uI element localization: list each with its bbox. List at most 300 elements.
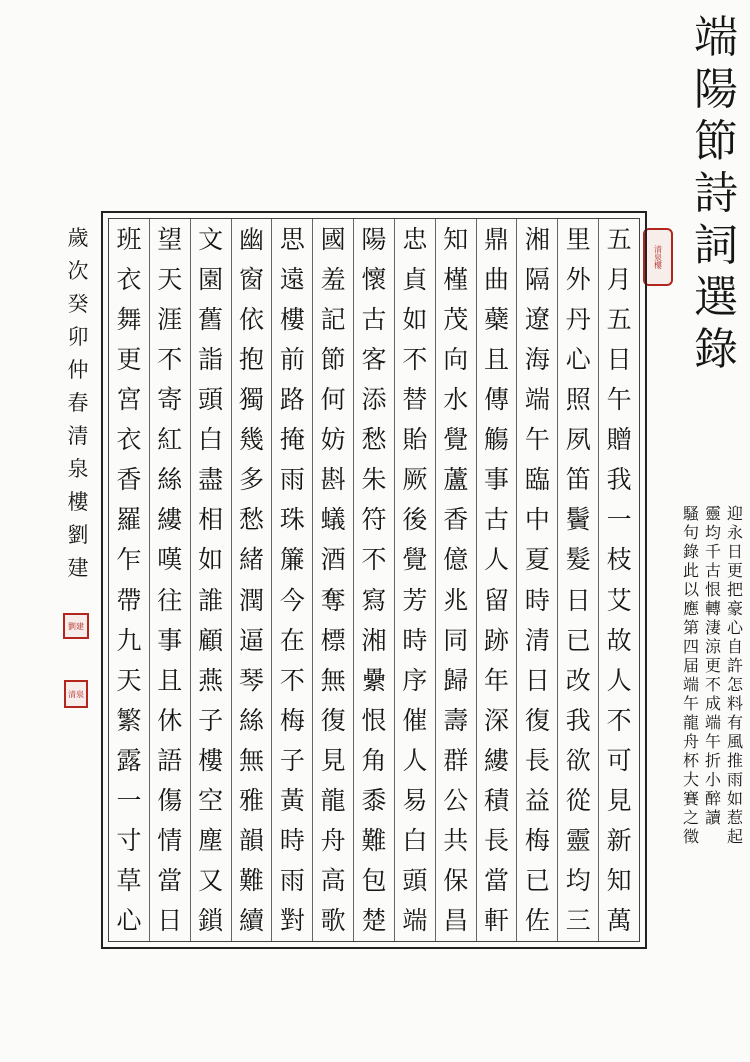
grid-cell: 序 bbox=[402, 665, 428, 695]
grid-cell: 蘆 bbox=[443, 465, 469, 495]
grid-cell: 斟 bbox=[320, 465, 346, 495]
grid-cell: 事 bbox=[484, 465, 510, 495]
grid-cell: 天 bbox=[157, 264, 183, 294]
grid-cell: 班 bbox=[116, 224, 142, 254]
colophon-char: 日 bbox=[726, 542, 743, 561]
signature-char: 癸 bbox=[67, 292, 89, 316]
grid-cell: 夙 bbox=[565, 425, 591, 455]
grid-cell: 湘 bbox=[361, 625, 387, 655]
grid-cell: 思 bbox=[279, 224, 305, 254]
grid-cell: 不 bbox=[279, 665, 305, 695]
grid-cell: 心 bbox=[565, 344, 591, 374]
grid-cell: 絲 bbox=[238, 705, 264, 735]
grid-cell: 相 bbox=[198, 505, 224, 535]
grid-cell: 宮 bbox=[116, 384, 142, 414]
grid-cell: 添 bbox=[361, 384, 387, 414]
grid-cell: 標 bbox=[320, 625, 346, 655]
colophon-char: 端 bbox=[704, 713, 721, 732]
grid-cell: 無 bbox=[238, 745, 264, 775]
grid-cell: 國 bbox=[320, 224, 346, 254]
grid-cell: 寸 bbox=[116, 826, 142, 856]
grid-cell: 依 bbox=[238, 304, 264, 334]
colophon-char: 永 bbox=[726, 523, 743, 542]
grid-cell: 包 bbox=[361, 866, 387, 896]
colophon-column bbox=[724, 504, 746, 934]
grid-cell: 在 bbox=[279, 625, 305, 655]
grid-cell: 留 bbox=[484, 585, 510, 615]
colophon-char: 淒 bbox=[704, 618, 721, 637]
grid-cell: 往 bbox=[157, 585, 183, 615]
page-title bbox=[688, 12, 744, 376]
grid-cell: 替 bbox=[402, 384, 428, 414]
grid-cell: 奪 bbox=[320, 585, 346, 615]
colophon-column bbox=[702, 504, 724, 934]
grid-cell: 同 bbox=[443, 625, 469, 655]
grid-cell: 帶 bbox=[116, 585, 142, 615]
colophon-char: 千 bbox=[704, 542, 721, 561]
colophon-char: 醉 bbox=[704, 789, 721, 808]
colophon-char: 届 bbox=[682, 656, 699, 675]
grid-cell: 傷 bbox=[157, 786, 183, 816]
grid-cell: 子 bbox=[279, 745, 305, 775]
grid-column bbox=[557, 219, 598, 941]
colophon-char: 怎 bbox=[726, 675, 743, 694]
grid-column bbox=[353, 219, 394, 941]
grid-cell: 龍 bbox=[320, 786, 346, 816]
grid-cell: 古 bbox=[484, 505, 510, 535]
grid-cell: 樓 bbox=[279, 304, 305, 334]
grid-cell: 壽 bbox=[443, 705, 469, 735]
grid-cell: 日 bbox=[157, 906, 183, 936]
grid-cell: 梅 bbox=[524, 826, 550, 856]
grid-cell: 新 bbox=[606, 826, 632, 856]
grid-cell: 照 bbox=[565, 384, 591, 414]
colophon-char: 徵 bbox=[682, 827, 699, 846]
colophon-char: 小 bbox=[704, 770, 721, 789]
grid-cell: 古 bbox=[361, 304, 387, 334]
colophon-char: 午 bbox=[704, 732, 721, 751]
grid-cell: 符 bbox=[361, 505, 387, 535]
grid-cell: 乍 bbox=[116, 545, 142, 575]
grid-cell: 贈 bbox=[606, 425, 632, 455]
title-char: 陽 bbox=[694, 64, 738, 115]
grid-cell: 縷 bbox=[484, 745, 510, 775]
signature-char: 泉 bbox=[67, 457, 89, 481]
grid-cell: 蟻 bbox=[320, 505, 346, 535]
grid-cell: 嘆 bbox=[157, 545, 183, 575]
grid-cell: 觴 bbox=[484, 425, 510, 455]
grid-cell: 可 bbox=[606, 745, 632, 775]
grid-cell: 髮 bbox=[565, 545, 591, 575]
grid-cell: 續 bbox=[238, 906, 264, 936]
grid-cell: 臨 bbox=[524, 465, 550, 495]
grid-cell: 見 bbox=[320, 745, 346, 775]
colophon-char: 午 bbox=[682, 694, 699, 713]
grid-cell: 貞 bbox=[402, 264, 428, 294]
grid-cell: 朱 bbox=[361, 465, 387, 495]
grid-cell: 愁 bbox=[361, 425, 387, 455]
grid-cell: 靈 bbox=[565, 826, 591, 856]
grid-cell: 不 bbox=[606, 705, 632, 735]
grid-cell: 欲 bbox=[565, 745, 591, 775]
grid-cell: 昌 bbox=[443, 906, 469, 936]
title-seal: 清泉樓 bbox=[643, 228, 673, 286]
grid-cell: 共 bbox=[443, 826, 469, 856]
grid-cell: 空 bbox=[198, 786, 224, 816]
colophon-char: 句 bbox=[682, 523, 699, 542]
grid-cell: 客 bbox=[361, 344, 387, 374]
grid-cell: 萬 bbox=[606, 906, 632, 936]
grid-cell: 忠 bbox=[402, 224, 428, 254]
grid-cell: 笛 bbox=[565, 465, 591, 495]
grid-cell: 記 bbox=[320, 304, 346, 334]
colophon-char: 四 bbox=[682, 637, 699, 656]
grid-cell: 端 bbox=[402, 906, 428, 936]
grid-cell: 不 bbox=[361, 545, 387, 575]
grid-cell: 詣 bbox=[198, 344, 224, 374]
grid-cell: 望 bbox=[157, 224, 183, 254]
grid-cell: 遼 bbox=[524, 304, 550, 334]
colophon-char: 折 bbox=[704, 751, 721, 770]
grid-cell: 窗 bbox=[238, 264, 264, 294]
colophon-char: 許 bbox=[726, 656, 743, 675]
grid-cell: 午 bbox=[606, 384, 632, 414]
name-seal: 劉建 bbox=[63, 613, 89, 639]
title-char: 選 bbox=[694, 272, 738, 323]
grid-cell: 人 bbox=[402, 745, 428, 775]
grid-cell: 涯 bbox=[157, 304, 183, 334]
grid-cell: 更 bbox=[116, 344, 142, 374]
colophon-char: 均 bbox=[704, 523, 721, 542]
grid-cell: 角 bbox=[361, 745, 387, 775]
colophon-char: 靈 bbox=[704, 504, 721, 523]
grid-cell: 蘗 bbox=[484, 304, 510, 334]
colophon-char: 古 bbox=[704, 561, 721, 580]
grid-cell: 誰 bbox=[198, 585, 224, 615]
grid-cell: 酒 bbox=[320, 545, 346, 575]
grid-cell: 寫 bbox=[361, 585, 387, 615]
grid-cell: 佐 bbox=[524, 906, 550, 936]
grid-cell: 歸 bbox=[443, 665, 469, 695]
grid-cell: 覺 bbox=[402, 545, 428, 575]
grid-column bbox=[516, 219, 557, 941]
colophon-char: 更 bbox=[726, 561, 743, 580]
grid-cell: 群 bbox=[443, 745, 469, 775]
grid-cell: 日 bbox=[606, 344, 632, 374]
grid-cell: 時 bbox=[524, 585, 550, 615]
colophon-char: 風 bbox=[726, 732, 743, 751]
grid-cell: 何 bbox=[320, 384, 346, 414]
grid-cell: 易 bbox=[402, 786, 428, 816]
colophon-char: 舟 bbox=[682, 732, 699, 751]
grid-cell: 幾 bbox=[238, 425, 264, 455]
grid-cell: 復 bbox=[320, 705, 346, 735]
grid-cell: 我 bbox=[606, 465, 632, 495]
grid-cell: 後 bbox=[402, 505, 428, 535]
grid-cell: 節 bbox=[320, 344, 346, 374]
grid-cell: 楚 bbox=[361, 906, 387, 936]
grid-column bbox=[231, 219, 272, 941]
grid-cell: 寄 bbox=[157, 384, 183, 414]
grid-cell: 益 bbox=[524, 786, 550, 816]
grid-cell: 白 bbox=[198, 425, 224, 455]
text-grid bbox=[101, 211, 647, 949]
grid-cell: 我 bbox=[565, 705, 591, 735]
grid-cell: 改 bbox=[565, 665, 591, 695]
colophon-char: 雨 bbox=[726, 770, 743, 789]
grid-cell: 復 bbox=[524, 705, 550, 735]
colophon-char: 自 bbox=[726, 637, 743, 656]
grid-cell: 知 bbox=[443, 224, 469, 254]
grid-cell: 多 bbox=[238, 465, 264, 495]
grid-cell: 長 bbox=[524, 745, 550, 775]
colophon-char: 不 bbox=[704, 675, 721, 694]
colophon-char: 第 bbox=[682, 618, 699, 637]
grid-cell: 語 bbox=[157, 745, 183, 775]
title-char: 詩 bbox=[694, 168, 738, 219]
signature-char: 卯 bbox=[67, 325, 89, 349]
grid-cell: 露 bbox=[116, 745, 142, 775]
grid-cell: 繁 bbox=[116, 705, 142, 735]
colophon-char: 之 bbox=[682, 808, 699, 827]
grid-cell: 獨 bbox=[238, 384, 264, 414]
colophon-char: 龍 bbox=[682, 713, 699, 732]
colophon-char: 恨 bbox=[704, 580, 721, 599]
signature-char: 建 bbox=[67, 556, 89, 580]
grid-cell: 抱 bbox=[238, 344, 264, 374]
grid-cell: 里 bbox=[565, 224, 591, 254]
grid-cell: 積 bbox=[484, 786, 510, 816]
grid-column bbox=[435, 219, 476, 941]
grid-cell: 億 bbox=[443, 545, 469, 575]
colophon-char: 有 bbox=[726, 713, 743, 732]
grid-cell: 子 bbox=[198, 705, 224, 735]
colophon-char: 成 bbox=[704, 694, 721, 713]
grid-cell: 頭 bbox=[402, 866, 428, 896]
colophon-char: 讀 bbox=[704, 808, 721, 827]
colophon-char: 豪 bbox=[726, 599, 743, 618]
grid-cell: 貽 bbox=[402, 425, 428, 455]
grid-cell: 海 bbox=[524, 344, 550, 374]
grid-column bbox=[149, 219, 190, 941]
colophon-char: 此 bbox=[682, 561, 699, 580]
grid-cell: 外 bbox=[565, 264, 591, 294]
grid-cell: 一 bbox=[606, 505, 632, 535]
grid-cell: 且 bbox=[157, 665, 183, 695]
grid-cell: 軒 bbox=[484, 906, 510, 936]
grid-cell: 雨 bbox=[279, 465, 305, 495]
colophon bbox=[658, 504, 746, 934]
grid-cell: 且 bbox=[484, 344, 510, 374]
grid-cell: 如 bbox=[198, 545, 224, 575]
grid-column bbox=[271, 219, 312, 941]
grid-cell: 故 bbox=[606, 625, 632, 655]
grid-cell: 舟 bbox=[320, 826, 346, 856]
grid-cell: 茂 bbox=[443, 304, 469, 334]
colophon-char: 錄 bbox=[682, 542, 699, 561]
grid-cell: 珠 bbox=[279, 505, 305, 535]
grid-cell: 五 bbox=[606, 304, 632, 334]
grid-cell: 逼 bbox=[238, 625, 264, 655]
grid-cell: 日 bbox=[565, 585, 591, 615]
grid-cell: 傳 bbox=[484, 384, 510, 414]
grid-cell: 曲 bbox=[484, 264, 510, 294]
grid-cell: 歌 bbox=[320, 906, 346, 936]
grid-cell: 艾 bbox=[606, 585, 632, 615]
grid-cell: 縷 bbox=[157, 505, 183, 535]
colophon-char: 以 bbox=[682, 580, 699, 599]
grid-cell: 芳 bbox=[402, 585, 428, 615]
grid-cell: 人 bbox=[484, 545, 510, 575]
grid-cell: 無 bbox=[320, 665, 346, 695]
grid-cell: 槿 bbox=[443, 264, 469, 294]
grid-cell: 事 bbox=[157, 625, 183, 655]
grid-cell: 文 bbox=[198, 224, 224, 254]
grid-cell: 如 bbox=[402, 304, 428, 334]
colophon-char: 賽 bbox=[682, 789, 699, 808]
grid-cell: 陽 bbox=[361, 224, 387, 254]
signature bbox=[60, 222, 96, 585]
grid-cell: 懷 bbox=[361, 264, 387, 294]
grid-cell: 向 bbox=[443, 344, 469, 374]
signature-char: 仲 bbox=[67, 358, 89, 382]
grid-cell: 難 bbox=[361, 826, 387, 856]
grid-cell: 兆 bbox=[443, 585, 469, 615]
colophon-char: 如 bbox=[726, 789, 743, 808]
grid-column bbox=[476, 219, 517, 941]
grid-column bbox=[598, 219, 639, 941]
grid-cell: 妨 bbox=[320, 425, 346, 455]
grid-cell: 雅 bbox=[238, 786, 264, 816]
grid-cell: 清 bbox=[524, 625, 550, 655]
grid-cell: 一 bbox=[116, 786, 142, 816]
title-char: 錄 bbox=[694, 324, 738, 375]
grid-cell: 不 bbox=[157, 344, 183, 374]
grid-cell: 顧 bbox=[198, 625, 224, 655]
signature-char: 樓 bbox=[67, 490, 89, 514]
grid-cell: 水 bbox=[443, 384, 469, 414]
grid-cell: 五 bbox=[606, 224, 632, 254]
grid-cell: 均 bbox=[565, 866, 591, 896]
grid-cell: 羞 bbox=[320, 264, 346, 294]
grid-cell: 草 bbox=[116, 866, 142, 896]
grid-cell: 跡 bbox=[484, 625, 510, 655]
signature-char: 春 bbox=[67, 391, 89, 415]
grid-cell: 休 bbox=[157, 705, 183, 735]
title-char: 詞 bbox=[694, 220, 738, 271]
grid-cell: 梅 bbox=[279, 705, 305, 735]
grid-cell: 端 bbox=[524, 384, 550, 414]
grid-cell: 前 bbox=[279, 344, 305, 374]
grid-cell: 今 bbox=[279, 585, 305, 615]
grid-cell: 月 bbox=[606, 264, 632, 294]
grid-cell: 年 bbox=[484, 665, 510, 695]
grid-cell: 人 bbox=[606, 665, 632, 695]
grid-cell: 日 bbox=[524, 665, 550, 695]
grid-cell: 樓 bbox=[198, 745, 224, 775]
grid-cell: 情 bbox=[157, 826, 183, 856]
grid-cell: 午 bbox=[524, 425, 550, 455]
grid-cell: 見 bbox=[606, 786, 632, 816]
colophon-char: 迎 bbox=[726, 504, 743, 523]
grid-cell: 簾 bbox=[279, 545, 305, 575]
grid-cell: 厥 bbox=[402, 465, 428, 495]
grid-cell: 掩 bbox=[279, 425, 305, 455]
signature-char: 歲 bbox=[67, 226, 89, 250]
colophon-char: 大 bbox=[682, 770, 699, 789]
grid-cell: 愁 bbox=[238, 505, 264, 535]
grid-cell: 天 bbox=[116, 665, 142, 695]
grid-cell: 高 bbox=[320, 866, 346, 896]
grid-cell: 時 bbox=[402, 625, 428, 655]
grid-cell: 已 bbox=[524, 866, 550, 896]
grid-cell: 湘 bbox=[524, 224, 550, 254]
grid-cell: 公 bbox=[443, 786, 469, 816]
grid-cell: 潤 bbox=[238, 585, 264, 615]
colophon-char: 端 bbox=[682, 675, 699, 694]
grid-cell: 知 bbox=[606, 866, 632, 896]
grid-cell: 衣 bbox=[116, 264, 142, 294]
signature-char: 清 bbox=[67, 424, 89, 448]
grid-cell: 白 bbox=[402, 826, 428, 856]
grid-cell: 當 bbox=[484, 866, 510, 896]
grid-cell: 纍 bbox=[361, 665, 387, 695]
grid-cell: 鼎 bbox=[484, 224, 510, 254]
grid-cell: 雨 bbox=[279, 866, 305, 896]
grid-cell: 琴 bbox=[238, 665, 264, 695]
colophon-char: 起 bbox=[726, 827, 743, 846]
grid-cell: 三 bbox=[565, 906, 591, 936]
grid-cell: 鬢 bbox=[565, 505, 591, 535]
grid-cell: 塵 bbox=[198, 826, 224, 856]
colophon-char: 惹 bbox=[726, 808, 743, 827]
grid-cell: 心 bbox=[116, 906, 142, 936]
grid-cell: 催 bbox=[402, 705, 428, 735]
colophon-char: 把 bbox=[726, 580, 743, 599]
grid-cell: 紅 bbox=[157, 425, 183, 455]
grid-column bbox=[394, 219, 435, 941]
colophon-char: 應 bbox=[682, 599, 699, 618]
colophon-char: 料 bbox=[726, 694, 743, 713]
grid-column bbox=[190, 219, 231, 941]
grid-cell: 衣 bbox=[116, 425, 142, 455]
grid-cell: 羅 bbox=[116, 505, 142, 535]
grid-cell: 深 bbox=[484, 705, 510, 735]
title-char: 節 bbox=[694, 116, 738, 167]
grid-cell: 從 bbox=[565, 786, 591, 816]
grid-cell: 保 bbox=[443, 866, 469, 896]
grid-columns bbox=[108, 218, 640, 942]
colophon-char: 心 bbox=[726, 618, 743, 637]
grid-cell: 舞 bbox=[116, 304, 142, 334]
grid-cell: 隔 bbox=[524, 264, 550, 294]
grid-cell: 對 bbox=[279, 906, 305, 936]
grid-cell: 又 bbox=[198, 866, 224, 896]
grid-cell: 夏 bbox=[524, 545, 550, 575]
signature-char: 劉 bbox=[67, 523, 89, 547]
grid-cell: 已 bbox=[565, 625, 591, 655]
grid-cell: 中 bbox=[524, 505, 550, 535]
grid-cell: 香 bbox=[116, 465, 142, 495]
grid-cell: 不 bbox=[402, 344, 428, 374]
grid-cell: 恨 bbox=[361, 705, 387, 735]
bottom-seal: 清泉 bbox=[64, 680, 88, 708]
grid-cell: 難 bbox=[238, 866, 264, 896]
grid-column bbox=[312, 219, 353, 941]
grid-cell: 鎖 bbox=[198, 906, 224, 936]
grid-cell: 遠 bbox=[279, 264, 305, 294]
colophon-char: 涼 bbox=[704, 637, 721, 656]
